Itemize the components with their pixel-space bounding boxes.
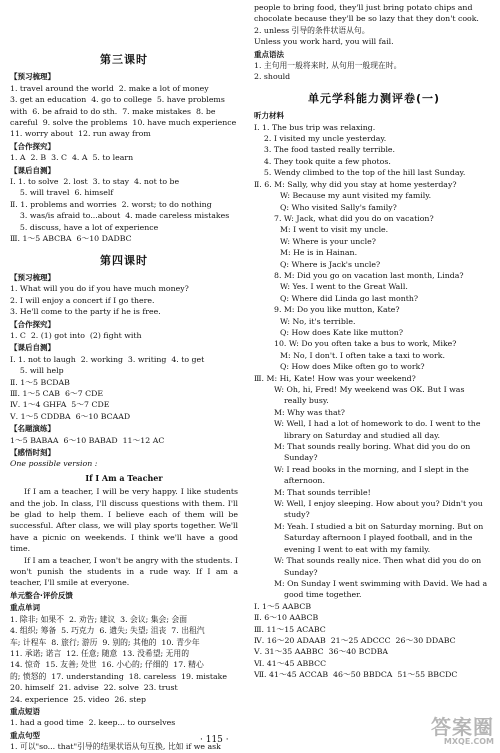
lesson3-title: 第三课时 <box>100 53 148 66</box>
text-line: W: No, it's terrible. <box>280 316 356 326</box>
lesson3-preview-lines <box>10 83 238 140</box>
text-line: W: I read books in the morning, and I slept in the <box>274 464 469 474</box>
writing-intro: One possible version : <box>10 459 98 469</box>
text-line: 2. unless 引导的条件状语从句。 <box>254 25 370 35</box>
text-line: 1. What will you do if you have much money? <box>10 284 189 294</box>
text-line: 9. M: Do you like mutton, Kate? <box>274 305 400 315</box>
text-line: Ⅲ. M: Hi, Kate! How was your weekend? <box>254 373 416 383</box>
text-line: afternoon. <box>284 476 325 486</box>
text-line: Ⅳ. 1～4 GHFA 5～7 CDE <box>10 400 110 410</box>
text-line: 7. W: Jack, what did you do on vacation? <box>274 213 434 223</box>
text-line: Q: How does Kate like mutton? <box>280 327 404 337</box>
text-line: 1. C 2. (1) got into (2) fight with <box>10 330 142 340</box>
review-phrases-header: 重点短语 <box>10 706 40 716</box>
text-line: 车; 计程车 8. 旅行; 游历 9. 别的; 其他的 10. 青少年 <box>10 637 200 647</box>
watermark-url: MXQE.COM <box>443 737 494 746</box>
text-line: 11. worry about 12. run away from <box>10 129 151 139</box>
lesson4-title: 第四课时 <box>100 253 148 267</box>
lesson3-after-header: 【课后自测】 <box>10 165 55 175</box>
text-line: W: Well, I had a lot of homework to do. I went to the <box>274 419 481 429</box>
text-line: W: Oh, hi, Fred! My weekend was OK. But I was <box>274 385 465 394</box>
answer-line: Ⅳ. 16～20 ADAAB 21～25 ADCCC 26～30 DDABC <box>254 635 456 645</box>
text-line: 24. experience 25. video 26. step <box>10 694 146 704</box>
test-title: 单元学科能力测评卷(一) <box>307 91 441 105</box>
listening-header: 听力材料 <box>254 111 284 121</box>
text-line: 5. will help <box>10 366 64 376</box>
text-line: 11. 承诺; 诺言 12. 任意; 随意 13. 没希望; 无用的 <box>10 648 190 658</box>
text-line: 20. himself 21. advise 22. solve 23. trust <box>10 683 178 693</box>
text-line: really busy. <box>284 396 329 406</box>
text-line: Ⅱ. 1～5 BCDAB <box>10 377 70 387</box>
text-line: 1. 除非; 如果不 2. 劝告; 建议 3. 会议; 集会; 会面 <box>10 614 188 624</box>
text-line: 1. travel around the world 2. make a lot of money <box>10 83 209 93</box>
grammar-header: 重点语法 <box>254 49 284 59</box>
text-line: 3. He'll come to the party if he is free. <box>10 307 161 317</box>
right-column <box>248 0 500 681</box>
text-line: careful 9. solve the problems 10. have much experience <box>10 118 237 128</box>
text-line: 1. had a good time 2. keep... to ourselves <box>10 718 176 728</box>
text-line: Ⅱ. 6. M: Sally, why did you stay at home yesterday? <box>254 179 457 189</box>
answer-line: Ⅲ. 11～15 ACABC <box>254 624 326 634</box>
text-line: Ⅲ. 1～5 ABCBA 6～10 DADBC <box>10 234 132 244</box>
answer-line: Ⅰ. 1～5 AABCB <box>254 601 312 611</box>
lesson3-coop-header: 【合作探究】 <box>10 141 55 151</box>
lesson4-after-header: 【课后自测】 <box>10 343 55 353</box>
watermark-logo <box>402 717 494 749</box>
text-line: Unless you work hard, you will fail. <box>254 37 394 47</box>
lesson4-coop-header: 【合作探究】 <box>10 319 55 329</box>
text-line: Q: Where did Linda go last month? <box>280 293 419 303</box>
text-line: W: Yes. I went to the Great Wall. <box>280 282 408 292</box>
text-line: 3. The food tasted really terrible. <box>254 145 396 155</box>
text-line: evening I went to eat with my family. <box>284 544 431 554</box>
text-line: 5. Wendy climbed to the top of the hill last Sunday. <box>254 168 466 178</box>
essay-paragraph: If I am a teacher, I won't be angry with the students. I won't punish the students in a rude way. If I am a teacher, I'll smile at everyone. <box>10 555 238 588</box>
text-line: M: That sounds really boring. What did you do on <box>274 442 471 452</box>
text-line: 2. I will enjoy a concert if I go there. <box>10 295 155 305</box>
text-line: Q: How does Mike often go to work? <box>280 362 425 372</box>
answer-line: Ⅶ. 41～45 ACCAB 46～50 BBDCA 51～55 BBCDC <box>254 670 458 680</box>
text-line: Q: Who visited Sally's family? <box>280 202 397 212</box>
text-line: Ⅱ. 1. problems and worries 2. worst; to do nothing <box>10 199 212 209</box>
answer-line: Ⅵ. 41～45 ABBCC <box>254 658 327 668</box>
essay-paragraph: If I am a teacher, I will be very happy. I like students and the job. In class, I'll discuss questions with them. I'll be glad to help them. I believe each of them will be successful. After class, we will play sports together. We'll have a picnic on weekends. I think we'll have a good time. <box>10 487 238 554</box>
essay-title: If I Am a Teacher <box>85 472 163 483</box>
text-line: 5. will travel 6. himself <box>10 188 114 198</box>
text-line: M: I went to visit my uncle. <box>280 225 389 235</box>
text-line: 2. I visited my uncle yesterday. <box>254 134 387 144</box>
text-line: library on Saturday and studied all day. <box>284 430 441 440</box>
text-line: W: Where is your uncle? <box>280 236 376 246</box>
lesson4-practice-header: 【名题演练】 <box>10 424 55 434</box>
lesson4-writing-header: 【感悟时刻】 <box>10 448 55 457</box>
text-line: Sunday? <box>284 567 318 577</box>
review-words-header: 重点单词 <box>10 603 40 613</box>
text-line: Ⅴ. 1～5 CDDBA 6～10 BCAAD <box>10 411 131 421</box>
text-line: 10. W: Do you often take a bus to work, Mike? <box>274 339 457 349</box>
text-line: Saturday afternoon I played football, and in the <box>284 533 473 543</box>
text-line: W: That sounds really nice. Then what did you do on <box>274 556 482 566</box>
text-line: 3. was/is afraid to...about 4. made careless mistakes <box>10 211 230 221</box>
text-line: 的; 愤怒的 17. understanding 18. careless 19. mistake <box>10 671 227 681</box>
text-line: Sunday? <box>284 453 318 463</box>
text-line: Ⅰ. 1. to solve 2. lost 3. to stay 4. not to be <box>10 177 180 187</box>
answer-line: Ⅱ. 6～10 AABCB <box>254 613 319 623</box>
text-line: Ⅰ. 1. The bus trip was relaxing. <box>254 122 376 132</box>
text-line: good time together. <box>284 590 362 600</box>
text-line: 1～5 BABAA 6～10 BABAD 11～12 AC <box>10 435 165 445</box>
text-line: people to bring food, they'll just bring potato chips and <box>254 3 473 12</box>
text-line: 8. M: Did you go on vacation last month, Linda? <box>274 270 464 280</box>
text-line: Ⅰ. 1. not to laugh 2. working 3. writing 4. to get <box>10 354 205 364</box>
text-line: 14. 惊奇 15. 友善; 处世 16. 小心的; 仔细的 17. 精心 <box>10 660 204 670</box>
text-line: 1. A 2. B 3. C 4. A 5. to learn <box>10 153 134 163</box>
lesson3-preview-header: 【预习梳理】 <box>10 72 55 82</box>
text-line: M: Yeah. I studied a bit on Saturday morning. But on <box>274 521 484 531</box>
text-line: M: Why was that? <box>274 407 345 417</box>
text-line: M: On Sunday I went swimming with David. We had a <box>274 578 488 588</box>
page-number: · 115 · <box>200 735 229 745</box>
review-header: 单元整合·评价反馈 <box>10 590 73 600</box>
watermark-text: 答案圈 <box>431 715 494 739</box>
text-line: 2. should <box>254 72 291 82</box>
left-column <box>0 0 244 753</box>
text-line: M: That sounds terrible! <box>274 487 371 497</box>
text-line: M: He is in Hainan. <box>280 248 358 258</box>
text-line: W: Well, I enjoy sleeping. How about you? Didn't you <box>274 499 483 509</box>
text-line: chocolate because they'll be so lazy that they don't cook. <box>254 14 479 24</box>
lesson3-after-lines <box>10 176 238 244</box>
text-line: with 6. be afraid to do sth. 7. make mistakes 8. be <box>10 106 216 116</box>
text-line: 1. 主句用一般将来时, 从句用一般现在时。 <box>254 61 402 71</box>
text-line: study? <box>284 510 310 520</box>
text-line: 3. get an education 4. go to college 5. have problems <box>10 95 225 105</box>
text-line: W: Because my aunt visited my family. <box>280 191 432 201</box>
text-line: M: No, I don't. I often take a taxi to work. <box>280 350 445 360</box>
text-line: Q: Where is Jack's uncle? <box>280 259 381 269</box>
text-line: 5. discuss, have a lot of experience <box>10 222 159 232</box>
text-line: Ⅲ. 1～5 CAB 6～7 CDE <box>10 388 104 398</box>
text-line: 4. 组织; 筹备 5. 巧克力 6. 遗失; 失望; 沮丧 7. 出租汽 <box>10 626 205 636</box>
answer-line: Ⅴ. 31～35 AABBC 36～40 BCDBA <box>254 647 389 657</box>
lesson4-preview-header: 【预习梳理】 <box>10 272 55 282</box>
review-sentences-header: 重点句型 <box>10 730 40 740</box>
text-line: 4. They took quite a few photos. <box>254 156 391 166</box>
text-line: 1. 可以"so... that"引导的结果状语从句互换, 比如 if we ask <box>10 742 221 752</box>
